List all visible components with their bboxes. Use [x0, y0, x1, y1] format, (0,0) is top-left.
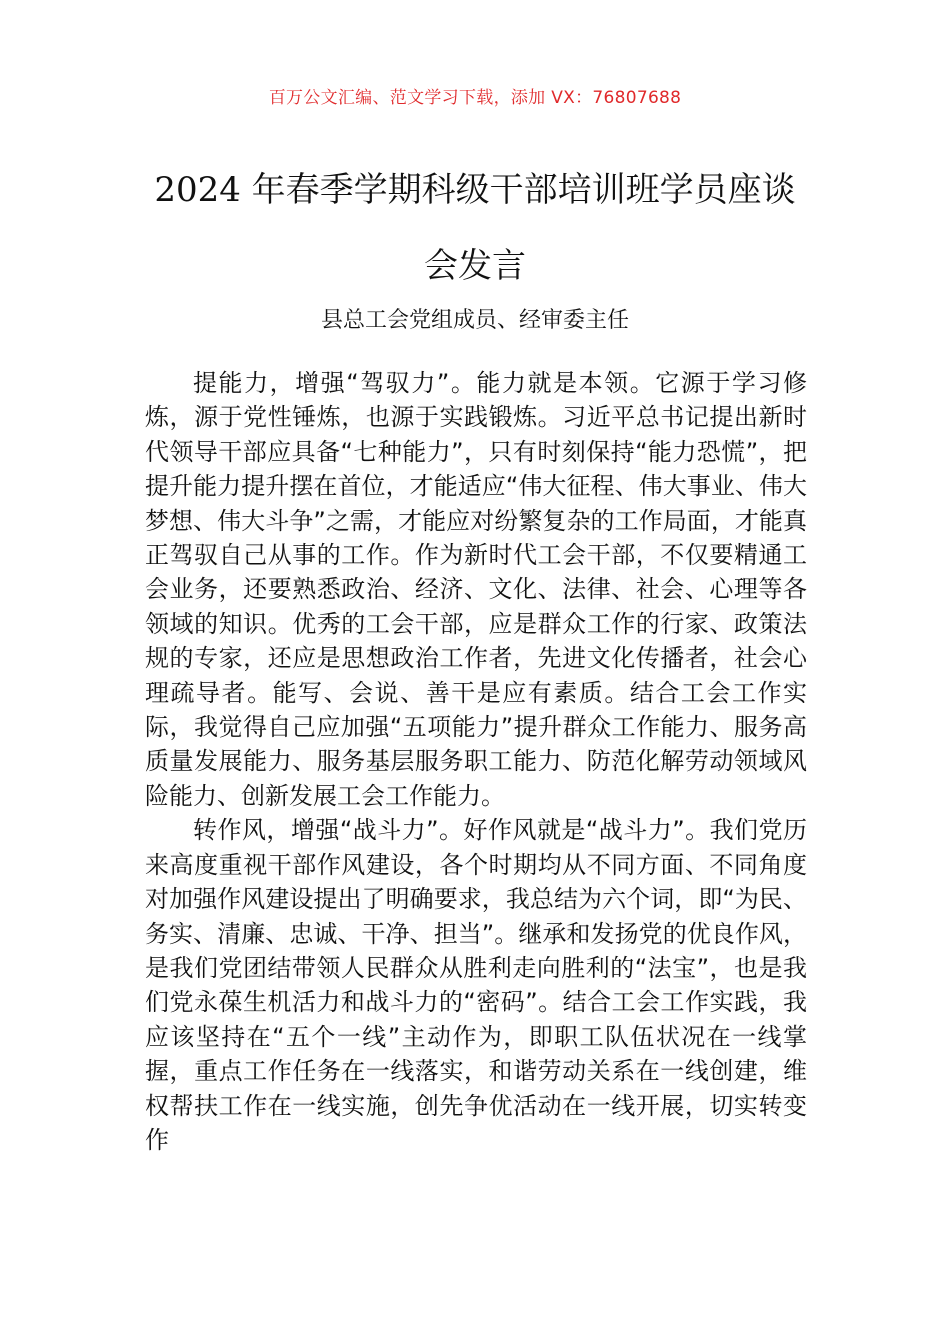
paragraph-style: 转作风，增强“战斗力”。好作风就是“战斗力”。我们党历来高度重视干部作风建设，各个时期均从不同方面、不同角度对加强作风建设提出了明确要求，我总结为六个词，即“为民、务实、清廉、忠诚、干净、担当”。继承和发扬党的优良作风，是我们党团结带领人民群众从胜利走向胜利的“法宝”，也是我们党永葆生机活力和战斗力的“密码”。结合工会工作实践，我应该坚持在“五个一线”主动作为，即职工队伍状况在一线掌握，重点工作任务在一线落实，和谐劳动关系在一线创建，维权帮扶工作在一线实施，创先争优活动在一线开展，切实转变作	[145, 816, 807, 1154]
document-title: 2024 年春季学期科级干部培训班学员座谈会发言	[154, 170, 796, 286]
document-author: 县总工会党组成员、经审委主任	[320, 308, 629, 333]
document-body	[145, 366, 807, 1157]
header-watermark-note: 百万公文汇编、范文学习下载，添加 VX：76807688	[268, 88, 682, 108]
paragraph-ability: 提能力，增强“驾驭力”。能力就是本领。它源于学习修炼，源于党性锤炼，也源于实践锻炼。习近平总书记提出新时代领导干部应具备“七种能力”，只有时刻保持“能力恐慌”，把提升能力提升摆在首位，才能适应“伟大征程、伟大事业、伟大梦想、伟大斗争”之需，才能应对纷繁复杂的工作局面，才能真正驾驭自己从事的工作。作为新时代工会干部，不仅要精通工会业务，还要熟悉政治、经济、文化、法律、社会、心理等各领域的知识。优秀的工会干部，应是群众工作的行家、政策法规的专家，还应是思想政治工作者，先进文化传播者，社会心理疏导者。能写、会说、善干是应有素质。结合工会工作实际，我觉得自己应加强“五项能力”提升群众工作能力、服务高质量发展能力、服务基层服务职工能力、防范化解劳动领域风险能力、创新发展工会工作能力。	[145, 369, 807, 810]
